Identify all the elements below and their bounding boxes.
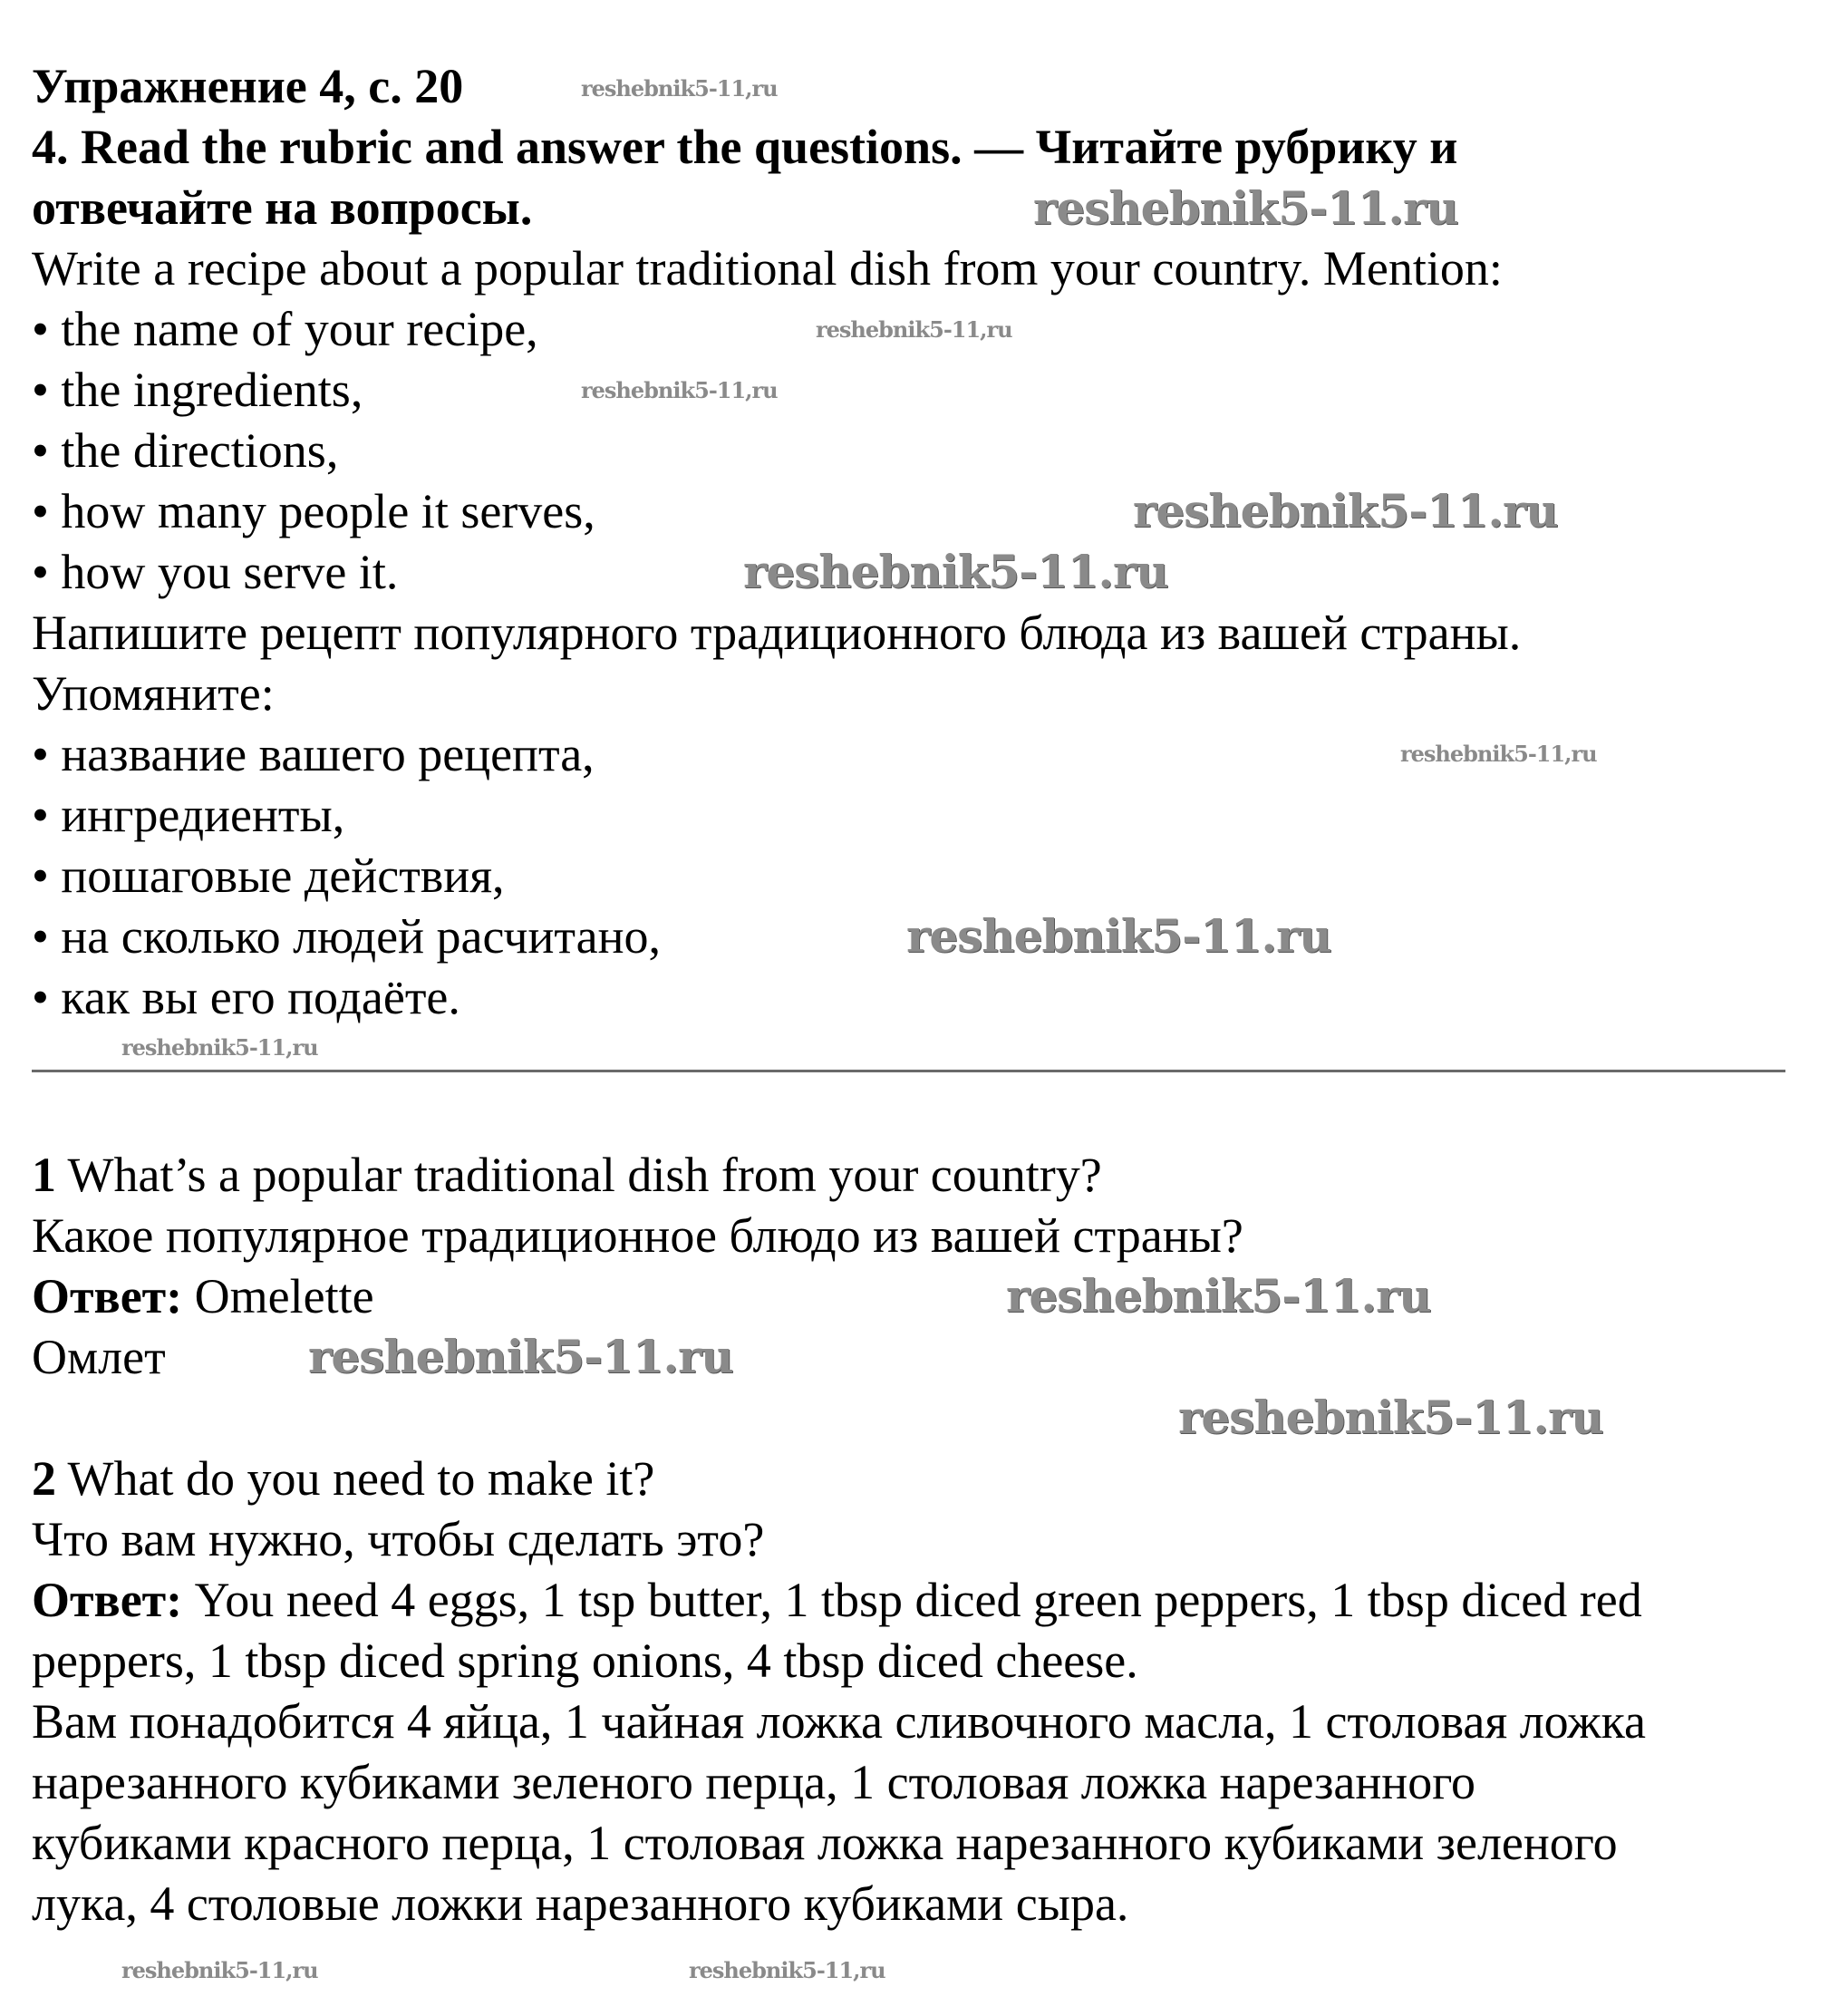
question-2 [32,1449,1808,1934]
answer-ru: Омлет [32,1330,166,1384]
rubric-ru-intro: Напишите рецепт популярного традиционного блюда из вашей страны. [32,606,1522,660]
answer-en [32,1570,1808,1631]
task-heading-text: отвечайте на вопросы. [32,180,533,235]
watermark: reshebnik5-11,ru [1400,741,1597,767]
rubric-en-intro: Write a recipe about a popular traditional dish from your country. Mention: [32,241,1503,296]
answer-label: Ответ: [32,1573,183,1627]
answer-label: Ответ: [32,1269,183,1323]
question-en [32,1449,1808,1509]
answer-text: Omelette [182,1269,374,1323]
rubric-ru-item: • на сколько людей расчитано, [32,909,662,964]
question-ru: Что вам нужно, чтобы сделать это? [32,1512,765,1566]
rubric-ru-item: • название вашего рецепта, [32,727,595,781]
exercise-title [32,56,1808,117]
answer-ru: кубиками красного перца, 1 столовая ложка нарезанного кубиками зеленого [32,1816,1618,1870]
watermark: reshebnik5-11,ru [121,1034,318,1061]
watermark: reshebnik5-11,ru [689,1957,885,1983]
rubric-en-item: • the ingredients, [32,363,363,417]
rubric-en-item: • the directions, [32,423,339,478]
watermark: reshebnik5-11.ru [1178,1391,1603,1444]
watermark: reshebnik5-11.ru [1133,484,1558,538]
rubric-ru-item: • как вы его подаёте. [32,970,460,1024]
rubric-ru-item: • ингредиенты, [32,788,345,842]
watermark: reshebnik5-11.ru [1006,1269,1431,1323]
rubric-ru-item: • пошаговые действия, [32,848,505,903]
watermark: reshebnik5-11.ru [743,545,1168,598]
task-heading-line2 [32,178,1808,238]
question-1 [32,1145,1808,1388]
watermark: reshebnik5-11,ru [581,377,778,403]
question-text: What’s a popular traditional dish from your country? [56,1148,1102,1202]
watermark: reshebnik5-11.ru [1033,181,1458,235]
watermark: reshebnik5-11.ru [308,1330,733,1383]
answer-text: You need 4 eggs, 1 tsp butter, 1 tbsp diced green peppers, 1 tbsp diced red [182,1573,1642,1627]
task-heading-line1 [32,117,1808,178]
divider [32,1070,1785,1072]
rubric-en-item: • how you serve it. [32,545,399,599]
question-ru: Какое популярное традиционное блюдо из вашей страны? [32,1208,1243,1263]
answer-en: peppers, 1 tbsp diced spring onions, 4 tbsp diced cheese. [32,1633,1138,1688]
exercise-title-text: Упражнение 4, с. 20 [32,59,464,113]
rubric-en-item: • the name of your recipe, [32,302,538,356]
answer-ru: Вам понадобится 4 яйца, 1 чайная ложка сливочного масла, 1 столовая ложка [32,1694,1646,1749]
watermark: reshebnik5-11,ru [816,316,1012,343]
question-en [32,1145,1808,1206]
answer-en [32,1266,1808,1327]
watermark: reshebnik5-11,ru [121,1957,318,1983]
watermark: reshebnik5-11.ru [906,909,1331,963]
rubric-ru-intro: Упомяните: [32,666,275,721]
question-number: 1 [32,1148,56,1202]
watermark: reshebnik5-11,ru [581,75,778,102]
rubric-en-item: • how many people it serves, [32,484,595,538]
rubric-section [32,56,1808,1028]
answer-ru: нарезанного кубиками зеленого перца, 1 столовая ложка нарезанного [32,1755,1475,1809]
question-number: 2 [32,1451,56,1506]
answer-ru: лука, 4 столовые ложки нарезанного кубиками сыра. [32,1876,1129,1931]
question-text: What do you need to make it? [56,1451,655,1506]
task-heading-text: 4. Read the rubric and answer the questions. — Читайте рубрику и [32,120,1458,174]
